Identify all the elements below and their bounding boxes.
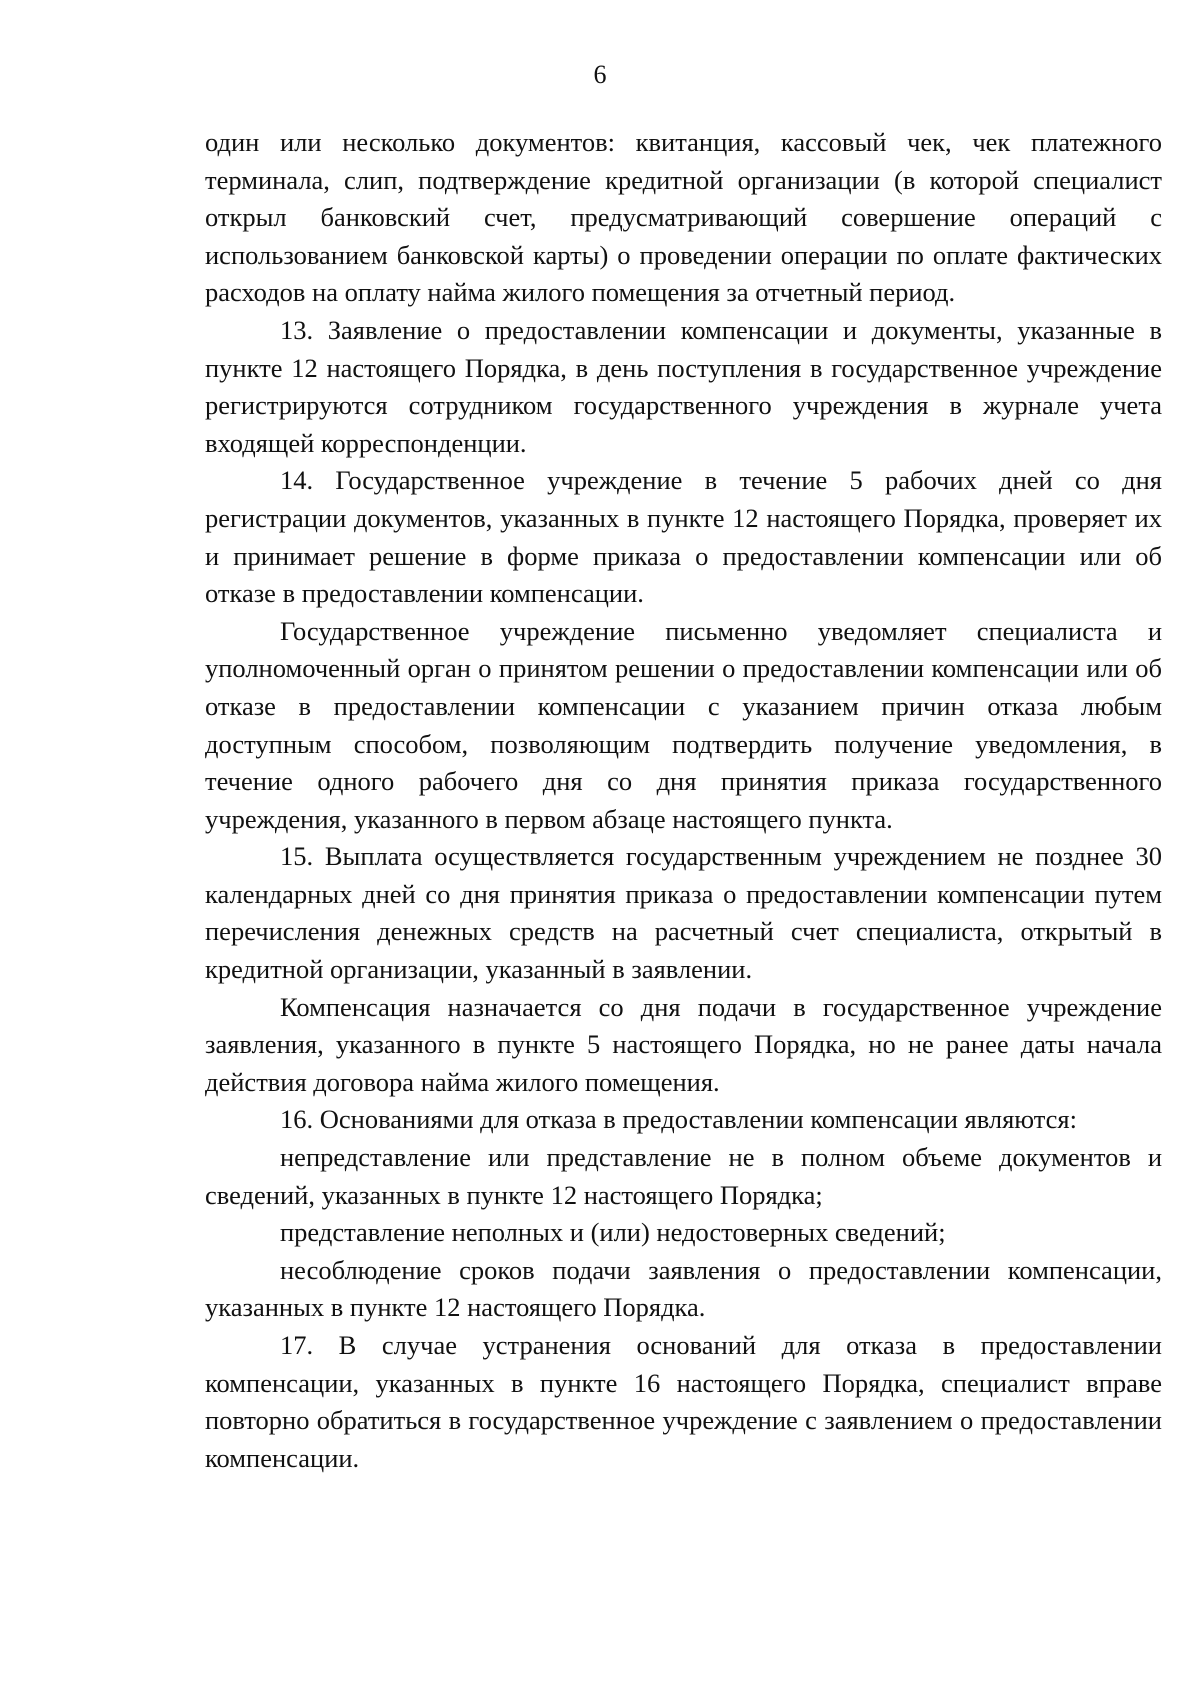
document-body [205,124,1162,1477]
page-number: 6 [593,60,607,89]
paragraph-item-16-reason-1: непредставление или представление не в полном объеме документов и сведений, указанных в пункте 12 настоящего Порядка; [205,1142,1162,1210]
paragraph-item-15: 15. Выплата осуществляется государственным учреждением не позднее 30 календарных дней со дня принятия приказа о предоставлении компенсации путем перечисления денежных средств на расчетный счет специалиста, открытый в кредитной организации, указанный в заявлении. [205,841,1162,985]
paragraph-item-14: 14. Государственное учреждение в течение 5 рабочих дней со дня регистрации документов, указанных в пункте 12 настоящего Порядка, проверяет их и принимает решение в форме приказа о предоставлении компенсации или об отказе в предоставлении компенсации. [205,465,1162,609]
paragraph-item-17: 17. В случае устранения оснований для отказа в предоставлении компенсации, указанных в пункте 16 настоящего Порядка, специалист вправе повторно обратиться в государственное учреждение с заявлением о предоставлении компенсации. [205,1330,1162,1473]
paragraph-item-16-reason-2: представление неполных и (или) недостоверных сведений; [280,1217,946,1248]
paragraph-item-13: 13. Заявление о предоставлении компенсации и документы, указанные в пункте 12 настоящего Порядка, в день поступления в государственное учреждение регистрируются сотрудником государственного учреждения в журнале учета входящей корреспонденции. [205,314,1162,458]
paragraph-item-14-notice: Государственное учреждение письменно уведомляет специалиста и уполномоченный орган о принятом решении о предоставлении компенсации или об отказе в предоставлении компенсации с указанием причин отказа любым доступным способом, позволяющим подтвердить получение уведомления, в течение одного рабочего дня со дня принятия приказа государственного учреждения, указанного в первом абзаце настоящего пункта. [205,615,1162,834]
paragraph-item-16-reason-3: несоблюдение сроков подачи заявления о предоставлении компенсации, указанных в пункте 12 настоящего Порядка. [205,1254,1162,1323]
paragraph-continuation: один или несколько документов: квитанция, кассовый чек, чек платежного терминала, слип, подтверждение кредитной организации (в которой специалист открыл банковский счет, предусматривающий совершение операций с использованием банковской карты) о проведении операции по оплате фактических расходов на оплату найма жилого помещения за отчетный период. [205,127,1162,308]
paragraph-item-15-assignment: Компенсация назначается со дня подачи в государственное учреждение заявления, указанного в пункте 5 настоящего Порядка, но не ранее даты начала действия договора найма жилого помещения. [205,991,1162,1097]
paragraph-item-16: 16. Основаниями для отказа в предоставлении компенсации являются: [280,1104,1077,1135]
